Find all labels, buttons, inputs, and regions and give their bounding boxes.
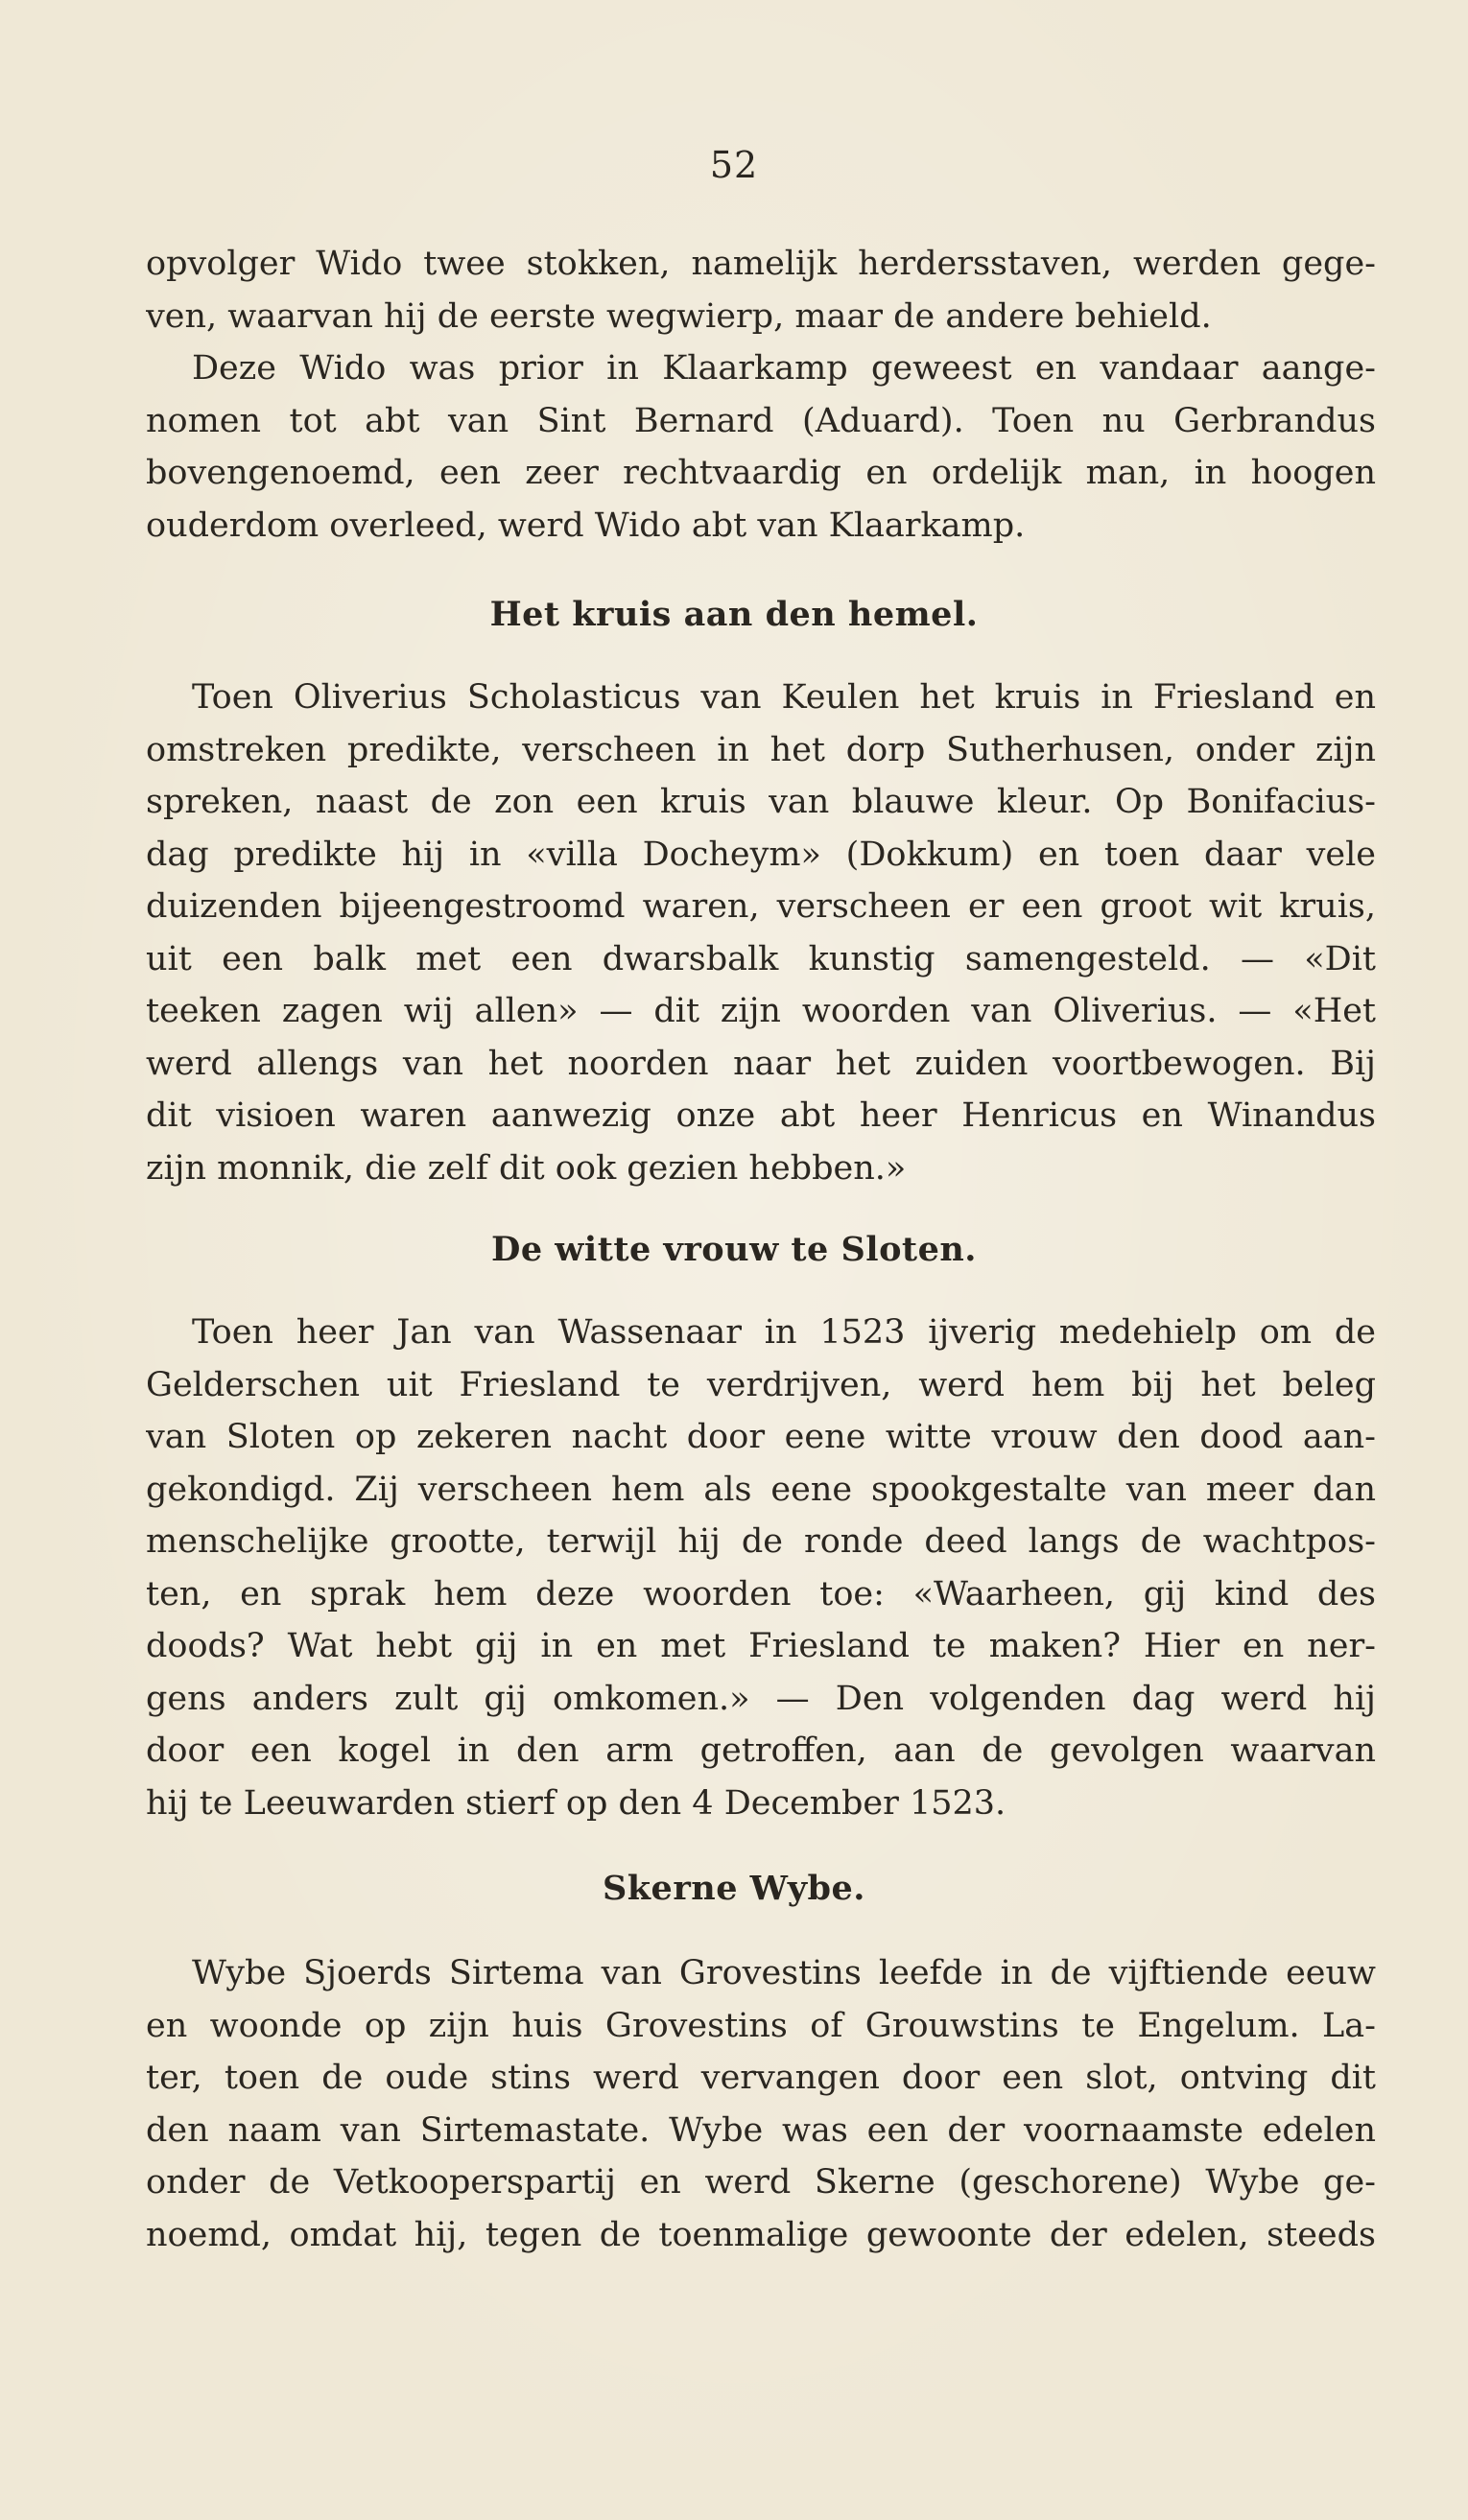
text-line: door een kogel in den arm getroffen, aan de gevolgen waarvan — [146, 1731, 1376, 1770]
section-heading-skerne-wybe: Skerne Wybe. — [603, 1869, 865, 1908]
text-line: dag predikte hij in «villa Docheym» (Dokkum) en toen daar vele — [146, 835, 1376, 874]
text-line: noemd, omdat hij, tegen de toenmalige gewoonte der edelen, steeds — [146, 2215, 1376, 2254]
text-line: nomen tot abt van Sint Bernard (Aduard). Toen nu Gerbrandus — [146, 401, 1376, 440]
paragraph-skerne-wybe — [146, 1947, 1376, 2261]
text-line: zijn monnik, die zelf dit ook gezien hebben.» — [146, 1148, 907, 1188]
text-line: uit een balk met een dwarsbalk kunstig samengesteld. — «Dit — [146, 939, 1376, 978]
text-line: Wybe Sjoerds Sirtema van Grovestins leefde in de vijftiende eeuw — [192, 1954, 1376, 1992]
text-line: duizenden bijeengestroomd waren, verscheen er een groot wit kruis, — [146, 887, 1376, 926]
text-line: teeken zagen wij allen» — dit zijn woorden van Oliverius. — «Het — [146, 992, 1376, 1030]
text-line: van Sloten op zekeren nacht door eene witte vrouw den dood aan- — [146, 1418, 1376, 1456]
text-line: Deze Wido was prior in Klaarkamp geweest en vandaar aange- — [192, 349, 1376, 388]
text-line: en woonde op zijn huis Grovestins of Grouwstins te Engelum. La- — [146, 2006, 1376, 2045]
text-line: ter, toen de oude stins werd vervangen door een slot, ontving dit — [146, 2059, 1376, 2097]
paragraph-witte-vrouw — [146, 1307, 1376, 1829]
text-line: ouderdom overleed, werd Wido abt van Klaarkamp. — [146, 506, 1026, 545]
text-line: menschelijke grootte, terwijl hij de ronde deed langs de wachtpos- — [146, 1522, 1376, 1561]
paragraph-kruis — [146, 671, 1376, 1194]
text-line: Toen heer Jan van Wassenaar in 1523 ijverig medehielp om de — [192, 1313, 1376, 1352]
text-line: spreken, naast de zon een kruis van blauwe kleur. Op Bonifacius- — [146, 783, 1376, 821]
text-line: onder de Vetkooperspartij en werd Skerne (geschorene) Wybe ge- — [146, 2163, 1376, 2202]
text-line: doods? Wat hebt gij in en met Friesland te maken? Hier en ner- — [146, 1627, 1376, 1665]
text-line: hij te Leeuwarden stierf op den 4 December 1523. — [146, 1783, 1006, 1823]
text-line: Toen Oliverius Scholasticus van Keulen het kruis in Friesland en — [192, 678, 1376, 717]
text-line: opvolger Wido twee stokken, namelijk herdersstaven, werden gege- — [146, 245, 1376, 283]
text-line: ven, waarvan hij de eerste wegwierp, maar de andere behield. — [146, 296, 1212, 336]
text-line: werd allengs van het noorden naar het zuiden voortbewogen. Bij — [146, 1044, 1376, 1083]
text-line: den naam van Sirtemastate. Wybe was een der voornaamste edelen — [146, 2110, 1376, 2150]
text-line: bovengenoemd, een zeer rechtvaardig en ordelijk man, in hoogen — [146, 454, 1376, 492]
text-line: Gelderschen uit Friesland te verdrijven, werd hem bij het beleg — [146, 1365, 1376, 1404]
text-line: gekondigd. Zij verscheen hem als eene spookgestalte van meer dan — [146, 1470, 1376, 1509]
section-heading-witte-vrouw: De witte vrouw te Sloten. — [490, 1230, 977, 1269]
text-line: dit visioen waren aanwezig onze abt heer Henricus en Winandus — [146, 1096, 1376, 1135]
text-line: gens anders zult gij omkomen.» — Den volgenden dag werd hij — [146, 1679, 1376, 1718]
text-line: omstreken predikte, verscheen in het dorp Sutherhusen, onder zijn — [146, 730, 1376, 769]
page-number: 52 — [709, 144, 759, 186]
section-heading-kruis: Het kruis aan den hemel. — [489, 595, 979, 634]
text-line: ten, en sprak hem deze woorden toe: «Waarheen, gij kind des — [146, 1574, 1376, 1613]
paragraph-wido — [146, 238, 1376, 552]
